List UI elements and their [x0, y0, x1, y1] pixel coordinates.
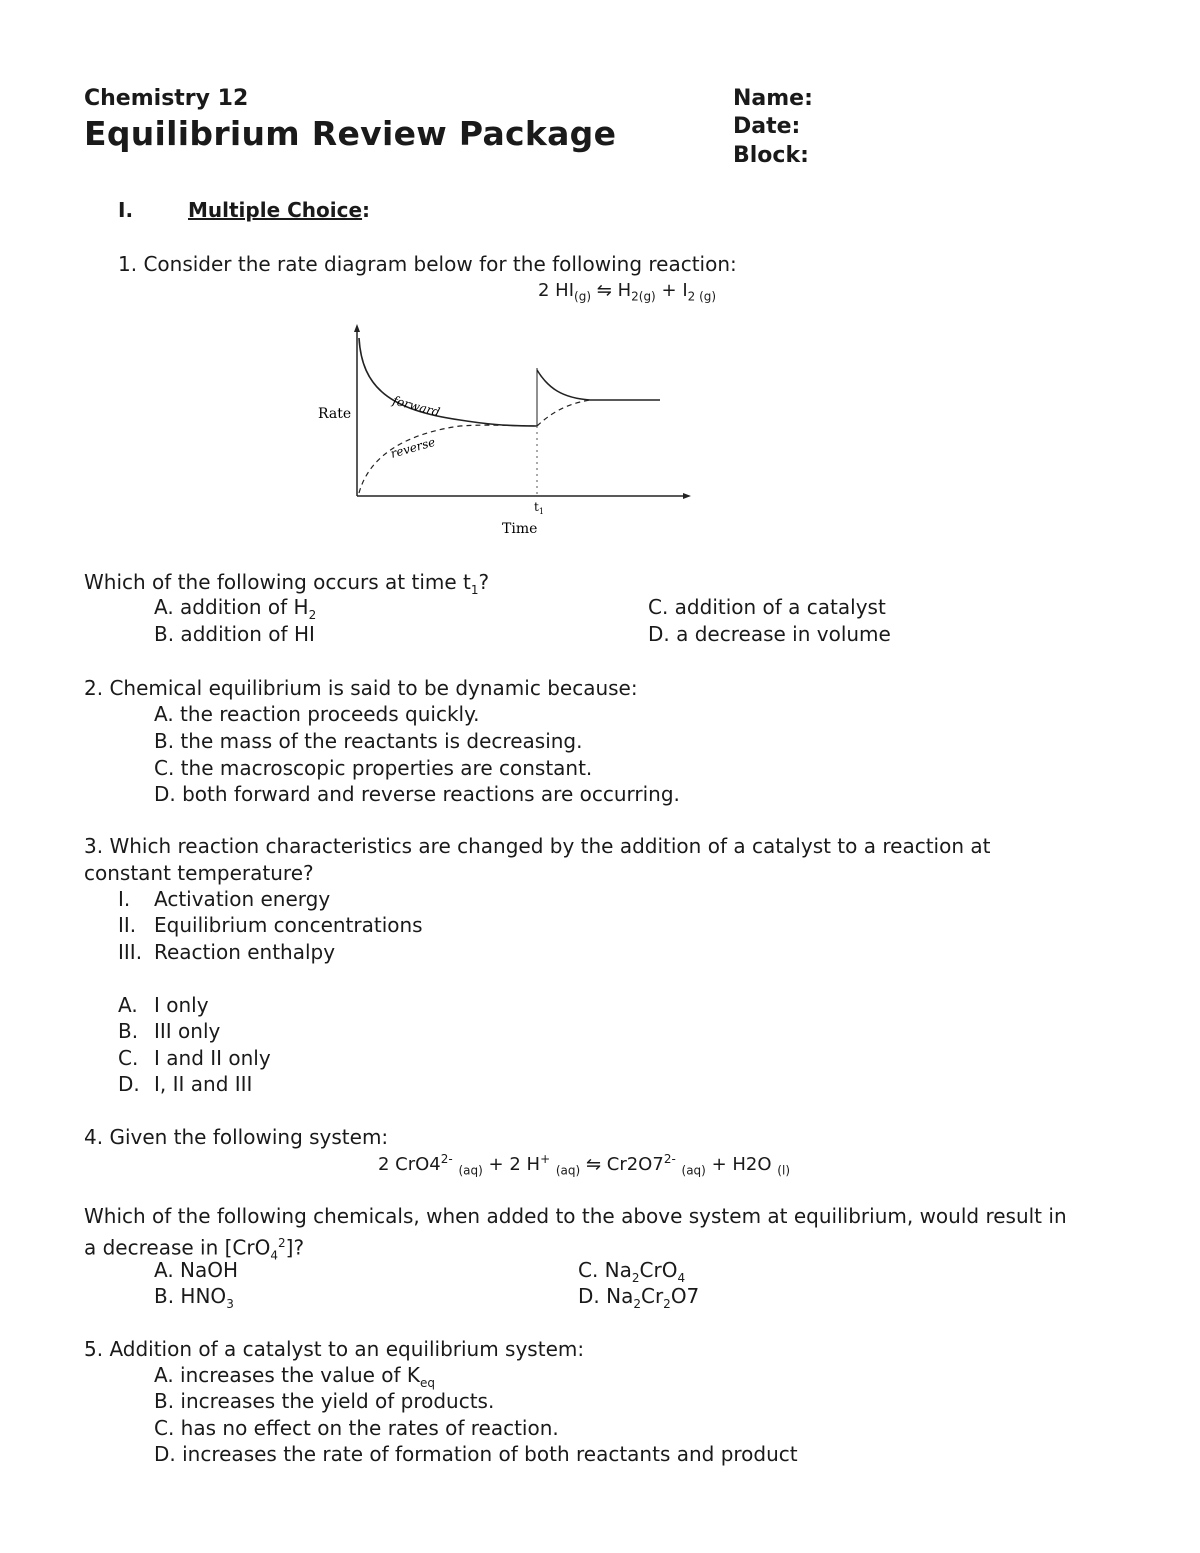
eq-term: Cr2O7	[606, 1154, 664, 1175]
q5-stem: 5. Addition of a catalyst to an equilibrium system:	[84, 1337, 585, 1361]
q3-item-numeral: III.	[118, 940, 143, 964]
eq-term: H	[617, 280, 632, 301]
q3-item-text: Activation energy	[154, 887, 331, 911]
option-letter: C.	[118, 1046, 139, 1070]
option-letter: B.	[118, 1019, 139, 1043]
q2-option-b[interactable]: B. the mass of the reactants is decreasing.	[154, 729, 583, 753]
q4-stem: 4. Given the following system:	[84, 1125, 389, 1149]
forward-rate-curve-after-t1	[537, 370, 660, 400]
y-axis-label: Rate	[318, 406, 352, 422]
q4-equation	[378, 1152, 790, 1178]
rate-diagram	[300, 318, 710, 548]
q3-option-a[interactable]	[118, 992, 209, 1018]
q5-option-d[interactable]: D. increases the rate of formation of both reactants and product	[154, 1442, 798, 1466]
eq-state: (aq)	[458, 1163, 483, 1178]
q1-option-c[interactable]: C. addition of a catalyst	[648, 595, 886, 619]
section-heading-colon: :	[362, 198, 371, 222]
option-sub: 2	[663, 1297, 671, 1311]
option-sub: 3	[226, 1297, 234, 1311]
option-text: I, II and III	[154, 1072, 253, 1096]
equilibrium-arrow-icon: ⇋	[585, 1154, 602, 1175]
eq-state: (l)	[777, 1163, 790, 1178]
q1-prompt-sub: 1	[470, 583, 479, 597]
option-letter: A.	[118, 993, 138, 1017]
option-text: I only	[154, 993, 209, 1017]
prompt-text: ]?	[285, 1235, 305, 1260]
option-sub: eq	[420, 1376, 436, 1390]
eq-term: 2 HI	[538, 280, 575, 301]
reverse-rate-curve	[359, 425, 537, 493]
reverse-rate-curve-after-t1	[537, 400, 590, 426]
q1-prompt-text: Which of the following occurs at time t	[84, 570, 471, 594]
block-label: Block:	[733, 143, 809, 168]
section-number: I.	[118, 198, 134, 222]
date-label: Date:	[733, 114, 801, 139]
q4-option-b[interactable]	[154, 1283, 234, 1317]
q3-item-text: Reaction enthalpy	[154, 940, 336, 964]
option-text: C. Na	[578, 1258, 632, 1282]
reverse-curve-label: reverse	[388, 434, 437, 461]
forward-curve-label: forward	[391, 393, 442, 420]
eq-plus: +	[661, 280, 677, 301]
option-sub: 2	[308, 608, 317, 622]
x-axis-label: Time	[502, 521, 538, 537]
document-title: Equilibrium Review Package	[84, 114, 617, 153]
x-axis-arrow-icon	[683, 493, 691, 499]
eq-term: + 2 H	[488, 1154, 541, 1175]
option-sub: 2	[633, 1297, 641, 1311]
t1-label: $t_1$	[534, 500, 544, 516]
q3-stem-line2: constant temperature?	[84, 861, 314, 885]
q4-option-d[interactable]	[578, 1283, 699, 1317]
option-sub: 4	[677, 1271, 686, 1285]
eq-state: 2(g)	[631, 289, 656, 304]
eq-term: + H2O	[711, 1154, 772, 1175]
equilibrium-arrow-icon: ⇋	[596, 280, 612, 301]
option-text: A. increases the value of K	[154, 1363, 421, 1387]
option-text: I and II only	[154, 1046, 271, 1070]
eq-state: (aq)	[555, 1163, 581, 1178]
course-name: Chemistry 12	[84, 86, 249, 111]
q3-stem-line1: 3. Which reaction characteristics are changed by the addition of a catalyst to a reaction at	[84, 834, 991, 858]
q4-option-a[interactable]: A. NaOH	[154, 1258, 239, 1282]
q1-stem: 1. Consider the rate diagram below for the following reaction:	[118, 252, 737, 276]
prompt-text: a decrease in [CrO	[84, 1235, 271, 1260]
eq-state: (g)	[574, 289, 592, 304]
y-axis-arrow-icon	[354, 324, 360, 332]
option-text: III only	[154, 1019, 221, 1043]
q1-prompt-end: ?	[478, 570, 490, 594]
eq-state: 2 (g)	[687, 289, 717, 304]
option-letter: D.	[118, 1072, 140, 1096]
q2-option-a[interactable]: A. the reaction proceeds quickly.	[154, 702, 480, 726]
q3-item-numeral: II.	[118, 913, 137, 937]
q5-option-b[interactable]: B. increases the yield of products.	[154, 1389, 495, 1413]
eq-charge: 2-	[663, 1152, 676, 1166]
option-text: O7	[670, 1284, 700, 1308]
forward-rate-curve	[359, 338, 537, 426]
q4-prompt-line1: Which of the following chemicals, when added to the above system at equilibrium, would result in	[84, 1204, 1067, 1228]
option-text: Cr	[640, 1284, 664, 1308]
eq-term: 2 CrO4	[378, 1154, 441, 1175]
q1-equation	[538, 280, 716, 304]
q3-item-numeral: I.	[118, 887, 131, 911]
option-text: A. addition of H	[154, 595, 309, 619]
prompt-sup: 2	[278, 1236, 286, 1250]
option-text: B. HNO	[154, 1284, 227, 1308]
q3-item-text: Equilibrium concentrations	[154, 913, 423, 937]
section-heading-text: Multiple Choice	[188, 198, 363, 222]
q3-option-d[interactable]	[118, 1071, 253, 1097]
option-sub: 2	[631, 1271, 640, 1285]
q2-option-d[interactable]: D. both forward and reverse reactions are occurring.	[154, 782, 680, 806]
eq-state: (aq)	[681, 1163, 706, 1178]
name-label: Name:	[733, 86, 813, 111]
eq-term: I	[682, 280, 688, 301]
section-heading	[188, 198, 370, 222]
q1-option-d[interactable]: D. a decrease in volume	[648, 622, 891, 646]
q1-option-b[interactable]: B. addition of HI	[154, 622, 315, 646]
q2-stem: 2. Chemical equilibrium is said to be dynamic because:	[84, 676, 638, 700]
eq-charge: +	[540, 1152, 551, 1166]
option-text: D. Na	[578, 1284, 634, 1308]
q5-option-c[interactable]: C. has no effect on the rates of reaction.	[154, 1416, 559, 1440]
q3-option-b[interactable]	[118, 1018, 221, 1044]
prompt-sub: 4	[270, 1248, 278, 1263]
q3-option-c[interactable]	[118, 1045, 271, 1071]
q2-option-c[interactable]: C. the macroscopic properties are constant.	[154, 756, 593, 780]
option-text: CrO	[639, 1258, 678, 1282]
eq-charge: 2-	[440, 1152, 453, 1166]
